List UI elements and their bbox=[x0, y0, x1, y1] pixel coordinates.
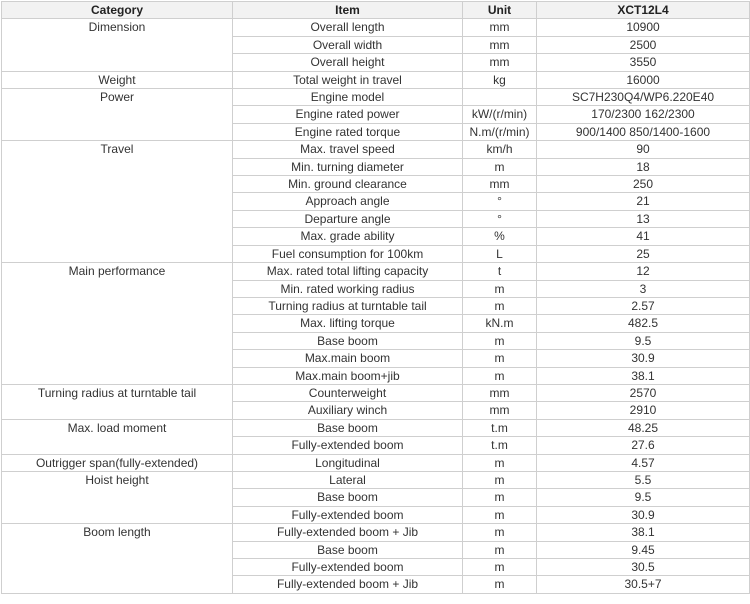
item-cell: Overall length bbox=[233, 19, 463, 36]
value-cell: 30.9 bbox=[537, 350, 750, 367]
item-cell: Fully-extended boom + Jib bbox=[233, 524, 463, 541]
item-cell: Max.main boom+jib bbox=[233, 367, 463, 384]
value-cell: 10900 bbox=[537, 19, 750, 36]
unit-cell: % bbox=[463, 228, 537, 245]
header-category: Category bbox=[2, 2, 233, 19]
category-cell: Dimension bbox=[2, 19, 233, 71]
unit-cell: mm bbox=[463, 54, 537, 71]
item-cell: Fully-extended boom bbox=[233, 559, 463, 576]
unit-cell: N.m/(r/min) bbox=[463, 123, 537, 140]
item-cell: Fully-extended boom + Jib bbox=[233, 576, 463, 593]
item-cell: Max. lifting torque bbox=[233, 315, 463, 332]
table-row bbox=[2, 384, 750, 401]
value-cell: 30.5+7 bbox=[537, 576, 750, 593]
category-cell: Power bbox=[2, 89, 233, 141]
value-cell: SC7H230Q4/WP6.220E40 bbox=[537, 89, 750, 106]
unit-cell: ° bbox=[463, 210, 537, 227]
value-cell: 27.6 bbox=[537, 437, 750, 454]
item-cell: Max. grade ability bbox=[233, 228, 463, 245]
table-row bbox=[2, 71, 750, 88]
unit-cell: m bbox=[463, 297, 537, 314]
item-cell: Fully-extended boom bbox=[233, 506, 463, 523]
table-body bbox=[2, 19, 750, 593]
value-cell: 9.45 bbox=[537, 541, 750, 558]
unit-cell: m bbox=[463, 524, 537, 541]
category-cell: Boom length bbox=[2, 524, 233, 594]
unit-cell: mm bbox=[463, 176, 537, 193]
specification-table bbox=[1, 1, 750, 594]
item-cell: Engine rated torque bbox=[233, 123, 463, 140]
value-cell: 250 bbox=[537, 176, 750, 193]
value-cell: 25 bbox=[537, 245, 750, 262]
value-cell: 9.5 bbox=[537, 489, 750, 506]
unit-cell: mm bbox=[463, 384, 537, 401]
item-cell: Min. ground clearance bbox=[233, 176, 463, 193]
item-cell: Base boom bbox=[233, 419, 463, 436]
unit-cell: t bbox=[463, 263, 537, 280]
item-cell: Base boom bbox=[233, 489, 463, 506]
item-cell: Counterweight bbox=[233, 384, 463, 401]
header-item: Item bbox=[233, 2, 463, 19]
value-cell: 90 bbox=[537, 141, 750, 158]
item-cell: Max. travel speed bbox=[233, 141, 463, 158]
category-cell: Max. load moment bbox=[2, 419, 233, 454]
unit-cell: kN.m bbox=[463, 315, 537, 332]
item-cell: Overall height bbox=[233, 54, 463, 71]
item-cell: Engine model bbox=[233, 89, 463, 106]
item-cell: Fully-extended boom bbox=[233, 437, 463, 454]
unit-cell: kg bbox=[463, 71, 537, 88]
item-cell: Min. rated working radius bbox=[233, 280, 463, 297]
unit-cell: L bbox=[463, 245, 537, 262]
unit-cell: m bbox=[463, 454, 537, 471]
unit-cell: m bbox=[463, 576, 537, 593]
unit-cell: m bbox=[463, 332, 537, 349]
value-cell: 2500 bbox=[537, 36, 750, 53]
value-cell: 38.1 bbox=[537, 524, 750, 541]
value-cell: 3 bbox=[537, 280, 750, 297]
value-cell: 9.5 bbox=[537, 332, 750, 349]
unit-cell: m bbox=[463, 158, 537, 175]
unit-cell: mm bbox=[463, 36, 537, 53]
unit-cell: km/h bbox=[463, 141, 537, 158]
unit-cell: t.m bbox=[463, 419, 537, 436]
value-cell: 2570 bbox=[537, 384, 750, 401]
value-cell: 170/2300 162/2300 bbox=[537, 106, 750, 123]
value-cell: 900/1400 850/1400-1600 bbox=[537, 123, 750, 140]
unit-cell: kW/(r/min) bbox=[463, 106, 537, 123]
category-cell: Main performance bbox=[2, 263, 233, 385]
unit-cell: m bbox=[463, 471, 537, 488]
item-cell: Base boom bbox=[233, 541, 463, 558]
header-row bbox=[2, 2, 750, 19]
value-cell: 18 bbox=[537, 158, 750, 175]
value-cell: 12 bbox=[537, 263, 750, 280]
value-cell: 2.57 bbox=[537, 297, 750, 314]
value-cell: 30.5 bbox=[537, 559, 750, 576]
category-cell: Outrigger span(fully-extended) bbox=[2, 454, 233, 471]
category-cell: Hoist height bbox=[2, 471, 233, 523]
table-row bbox=[2, 454, 750, 471]
category-cell: Turning radius at turntable tail bbox=[2, 384, 233, 419]
unit-cell: m bbox=[463, 541, 537, 558]
item-cell: Max.main boom bbox=[233, 350, 463, 367]
value-cell: 38.1 bbox=[537, 367, 750, 384]
table-row bbox=[2, 19, 750, 36]
unit-cell: m bbox=[463, 506, 537, 523]
table-row bbox=[2, 471, 750, 488]
value-cell: 48.25 bbox=[537, 419, 750, 436]
value-cell: 21 bbox=[537, 193, 750, 210]
value-cell: 482.5 bbox=[537, 315, 750, 332]
unit-cell: m bbox=[463, 559, 537, 576]
unit-cell: m bbox=[463, 280, 537, 297]
category-cell: Travel bbox=[2, 141, 233, 263]
value-cell: 5.5 bbox=[537, 471, 750, 488]
category-cell: Weight bbox=[2, 71, 233, 88]
item-cell: Longitudinal bbox=[233, 454, 463, 471]
unit-cell: mm bbox=[463, 402, 537, 419]
table-row bbox=[2, 524, 750, 541]
item-cell: Fuel consumption for 100km bbox=[233, 245, 463, 262]
table-row bbox=[2, 141, 750, 158]
item-cell: Departure angle bbox=[233, 210, 463, 227]
value-cell: 30.9 bbox=[537, 506, 750, 523]
value-cell: 2910 bbox=[537, 402, 750, 419]
unit-cell bbox=[463, 89, 537, 106]
item-cell: Auxiliary winch bbox=[233, 402, 463, 419]
unit-cell: ° bbox=[463, 193, 537, 210]
item-cell: Base boom bbox=[233, 332, 463, 349]
item-cell: Engine rated power bbox=[233, 106, 463, 123]
item-cell: Approach angle bbox=[233, 193, 463, 210]
unit-cell: m bbox=[463, 367, 537, 384]
value-cell: 16000 bbox=[537, 71, 750, 88]
value-cell: 41 bbox=[537, 228, 750, 245]
value-cell: 3550 bbox=[537, 54, 750, 71]
header-model: XCT12L4 bbox=[537, 2, 750, 19]
item-cell: Min. turning diameter bbox=[233, 158, 463, 175]
table-row bbox=[2, 89, 750, 106]
header-unit: Unit bbox=[463, 2, 537, 19]
unit-cell: m bbox=[463, 489, 537, 506]
table-row bbox=[2, 419, 750, 436]
item-cell: Lateral bbox=[233, 471, 463, 488]
item-cell: Max. rated total lifting capacity bbox=[233, 263, 463, 280]
item-cell: Overall width bbox=[233, 36, 463, 53]
table-row bbox=[2, 263, 750, 280]
unit-cell: m bbox=[463, 350, 537, 367]
value-cell: 13 bbox=[537, 210, 750, 227]
unit-cell: t.m bbox=[463, 437, 537, 454]
item-cell: Turning radius at turntable tail bbox=[233, 297, 463, 314]
unit-cell: mm bbox=[463, 19, 537, 36]
item-cell: Total weight in travel bbox=[233, 71, 463, 88]
value-cell: 4.57 bbox=[537, 454, 750, 471]
